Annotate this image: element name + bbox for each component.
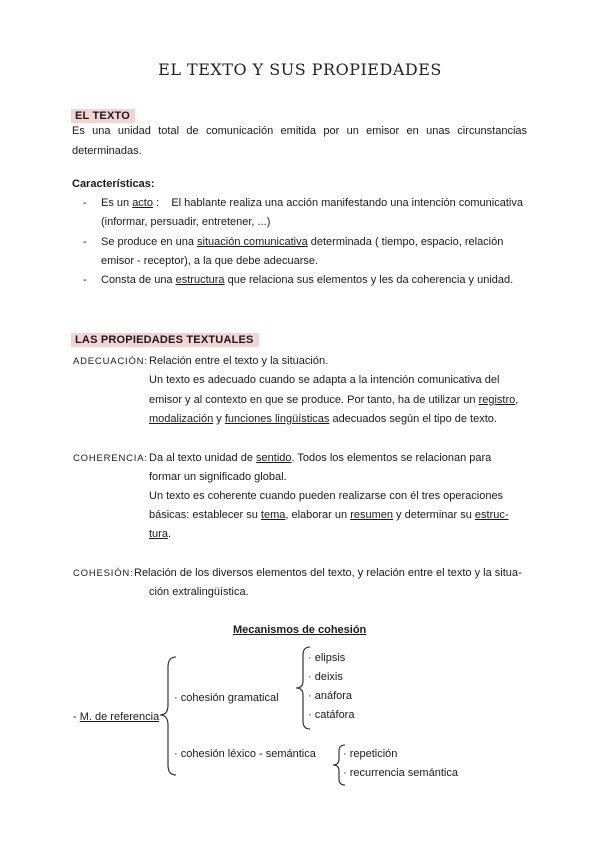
keyword-link: resumen bbox=[350, 509, 393, 521]
characteristic-item-cont: emisor - receptor), a la que debe adecuarse. bbox=[101, 255, 319, 267]
page-title: EL TEXTO Y SUS PROPIEDADES bbox=[158, 60, 442, 79]
tree-root: - M. de referencia bbox=[73, 711, 160, 723]
tree-leaf: · anáfora bbox=[308, 690, 353, 702]
characteristic-item-cont: (informar, persuadir, entretener, ...) bbox=[101, 216, 271, 228]
tree-node-lexico: · cohesión léxico - semántica bbox=[174, 748, 316, 760]
tree-leaf: · repetición bbox=[343, 748, 398, 760]
adecuacion-line: Relación entre el texto y la situación. bbox=[149, 355, 329, 367]
keyword-link: funciones lingüísticas bbox=[224, 413, 330, 425]
characteristic-item: Es un acto : El hablante realiza una acción manifestando una intención comunicativa bbox=[101, 197, 523, 209]
keyword-link: acto bbox=[132, 197, 153, 209]
section-heading-propiedades: LAS PROPIEDADES TEXTUALES bbox=[71, 330, 259, 348]
keyword-link: registro bbox=[478, 394, 516, 406]
adecuacion-line: Un texto es adecuado cuando se adapta a la intención comunicativa del bbox=[149, 374, 500, 386]
tree-leaf: · elipsis bbox=[308, 652, 346, 664]
coherencia-line: formar un significado global. bbox=[149, 471, 287, 483]
keyword-link: modalización bbox=[149, 413, 214, 425]
bullet: - bbox=[83, 197, 87, 209]
keyword-link: tura bbox=[149, 528, 168, 540]
keyword-link: M. de referencia bbox=[79, 711, 160, 723]
keyword-link: sentido bbox=[256, 452, 292, 464]
cohesion-line: ción extralingüística. bbox=[149, 586, 249, 598]
coherencia-label: COHERENCIA: bbox=[73, 453, 148, 464]
adecuacion-label: ADECUACIÓN: bbox=[73, 356, 148, 367]
bullet: - bbox=[83, 236, 87, 248]
keyword-link: situación comunicativa bbox=[197, 236, 308, 248]
mecanismos-heading: Mecanismos de cohesión bbox=[233, 624, 367, 636]
keyword-link: estruc- bbox=[474, 509, 509, 521]
coherencia-line: Da al texto unidad de sentido. Todos los elementos se relacionan para bbox=[149, 452, 492, 464]
cohesion-label: COHESIÓN: bbox=[73, 568, 134, 579]
characteristics-heading: Características: bbox=[72, 178, 155, 190]
definition-line: Es una unidad total de comunicación emitida por un emisor en unas circunstancias bbox=[72, 125, 527, 137]
definition-line: determinadas. bbox=[72, 145, 142, 157]
bullet: - bbox=[83, 274, 87, 286]
coherencia-line: tura. bbox=[149, 528, 172, 540]
section-heading-el-texto: EL TEXTO bbox=[71, 106, 135, 124]
coherencia-line: Un texto es coherente cuando pueden realizarse con él tres operaciones bbox=[149, 490, 504, 502]
adecuacion-line: emisor y al contexto en que se produce. Por tanto, ha de utilizar un registro, bbox=[149, 394, 519, 406]
coherencia-line: básicas: establecer su tema, elaborar un resumen y determinar su estruc- bbox=[149, 509, 509, 521]
tree-leaf: · recurrencia semántica bbox=[343, 767, 458, 779]
characteristic-item: Se produce en una situación comunicativa determinada ( tiempo, espacio, relación bbox=[101, 236, 504, 248]
tree-leaf: · deixis bbox=[308, 671, 343, 683]
keyword-link: tema bbox=[260, 509, 286, 521]
tree-leaf: · catáfora bbox=[308, 709, 355, 721]
keyword-link: estructura bbox=[175, 274, 225, 286]
adecuacion-line: modalización y funciones lingüísticas adecuados según el tipo de texto. bbox=[149, 413, 497, 425]
cohesion-line: Relación de los diversos elementos del texto, y relación entre el texto y la situa- bbox=[134, 567, 522, 579]
characteristic-item: Consta de una estructura que relaciona sus elementos y les da coherencia y unidad. bbox=[101, 274, 514, 286]
tree-node-gramatical: · cohesión gramatical bbox=[174, 692, 279, 704]
